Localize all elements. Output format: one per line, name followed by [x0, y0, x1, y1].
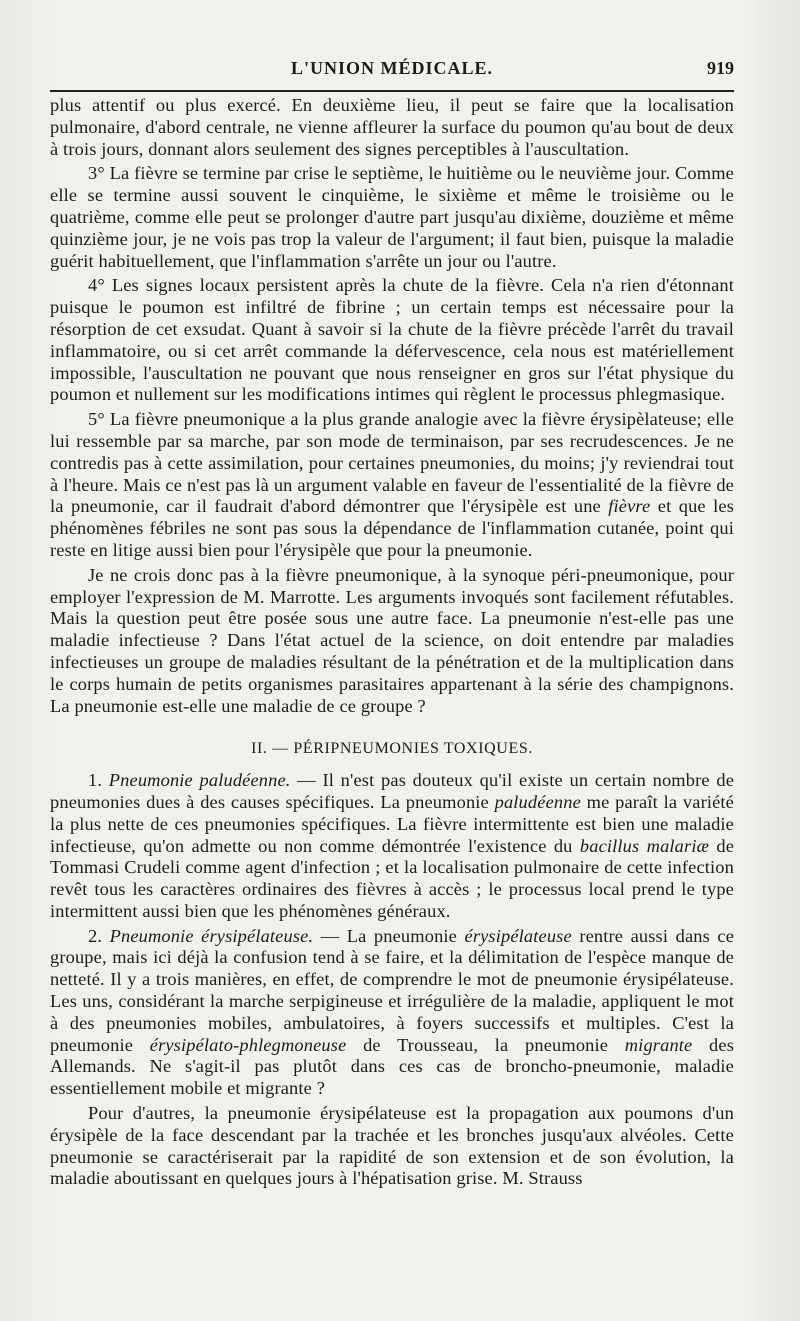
- item-title-erysipelateuse: Pneumonie érysipélateuse.: [109, 925, 314, 946]
- erysipelateuse-emphasis-2: érysipélato-phlegmoneuse: [149, 1034, 347, 1055]
- paragraph-point-4: 4° Les signes locaux persistent après la chute de la fièvre. Cela n'a rien d'étonnant puisque le poumon est infiltré de fibrine ; un certain temps est nécessaire pour la résorption de cet exsudat. Quant à savoir si la chute de la fièvre précède l'arrêt du travail inflammatoire, ou si cet arrêt commande la défervescence, cela nous est matériellement impossible, l'auscultation ne pouvant que nous renseigner en gros sur l'état physique du poumon et nullement sur les modifications intimes qui règlent le processus phlegmasique.: [50, 275, 734, 405]
- erysipelateuse-emphasis-1: érysipélateuse: [464, 925, 572, 946]
- paragraph-point-3: 3° La fièvre se termine par crise le septième, le huitième ou le neuvième jour. Comme elle se termine aussi souvent le cinquième, le sixième et même le troisième ou le quatrième, comme elle peut se prolonger d'autre part jusqu'au dixième, douzième et même quinzième jour, je ne vois pas trop la valeur de l'argument; il faut bien, puisque la maladie guérit habituellement, que l'inflammation s'arrête un jour ou l'autre.: [50, 163, 734, 271]
- paludeenne-text-b: me paraît la variété la plus nette de ces pneumonies spécifiques. La fièvre intermittente est bien une maladie infectieuse, qu'on admette ou non comme démontrée l'existence du: [50, 791, 734, 856]
- section-heading: II. — PÉRIPNEUMONIES TOXIQUES.: [251, 740, 533, 758]
- paragraph-point-5-text-a: 5° La fièvre pneumonique a la plus grande analogie avec la fièvre érysipèlateuse; elle lui ressemble par sa marche, par son mode de terminaison, par ses recrudescences. Je ne contredis pas à cette assimilation, pour certaines pneumonies, du moins; j'y reviendrai tout à l'heure. Mais ce n'est pas là un argument valable en faveur de l'essentialité de la fièvre de la pneumonie, car il faudrait d'abord démontrer que l'érysipèle est une: [50, 409, 734, 517]
- paragraph-paludeenne: [50, 770, 734, 923]
- item-number-1: 1.: [88, 770, 103, 791]
- erysipelateuse-emphasis-3: migrante: [624, 1034, 693, 1055]
- paludeenne-text-c: de Tommasi Crudeli comme agent d'infection ; et la localisation pulmonaire de cette infection revêt tous les caractères ordinaires des fièvres à accès ; le processus local prend le type intermittent aussi bien que les phénomènes généraux.: [50, 835, 735, 921]
- paragraph-point-5-text-b: et que les phénomènes fébriles ne sont pas sous la dépendance de l'inflammation cutanée, point qui reste en litige aussi bien pour l'érysipèle que pour la pneumonie.: [50, 496, 735, 560]
- erysipelateuse-text-a: — La pneumonie: [320, 925, 457, 946]
- erysipelateuse-text-b: rentre aussi dans ce groupe, mais ici déjà la confusion tend à se faire, et la délimitation de l'espèce manque de netteté. Il y a trois manières, en effet, de comprendre le mot de pneumonie érysipélateuse. Les uns, considérant la marche serpigineuse et irrégulière de la maladie, appliquent le mot à des pneumonies mobiles, ambulatoires, à foyers successifs et multiples. C'est la pneumonie: [50, 925, 735, 1055]
- header-rule: [50, 90, 734, 92]
- paludeenne-emphasis-1: paludéenne: [494, 791, 581, 812]
- item-title-paludeenne: Pneumonie paludéenne.: [108, 770, 291, 791]
- erysipelateuse-text-d: des Allemands. Ne s'agit-il pas plutôt dans ces cas de broncho-pneumonie, maladie essentiellement mobile et migrante ?: [50, 1034, 734, 1099]
- paludeenne-emphasis-2: bacillus malariæ: [579, 835, 710, 856]
- erysipelateuse-text-c: de Trousseau, la pneumonie: [363, 1034, 609, 1055]
- body-text: [50, 95, 734, 1193]
- running-title: L'UNION MÉDICALE.: [290, 58, 494, 78]
- page-number: 919: [707, 58, 734, 78]
- paragraph-point-5: [50, 409, 734, 562]
- paragraph-continuation: plus attentif ou plus exercé. En deuxième lieu, il peut se faire que la localisation pulmonaire, d'abord centrale, ne vienne affleurer la surface du poumon qu'au bout de deux à trois jours, donnant alors seulement des signes perceptibles à l'auscultation.: [50, 95, 734, 159]
- paragraph-conclusion: Je ne crois donc pas à la fièvre pneumonique, à la synoque péri-pneumonique, pour employer l'expression de M. Marrotte. Les arguments invoqués sont facilement réfutables. Mais la question peut être posée sous une autre face. La pneumonie n'est-elle pas une maladie infectieuse ? Dans l'état actuel de la science, on doit entendre par maladies infectieuses un groupe de maladies résultant de la pénétration et de la multiplication dans le corps humain de petits organismes parasitaires appartenant à la série des champignons. La pneumonie est-elle une maladie de ce groupe ?: [50, 564, 734, 716]
- paragraph-erysipelateuse: [50, 926, 734, 1100]
- paragraph-point-5-emphasis: fièvre: [608, 496, 651, 517]
- paragraph-propagation: Pour d'autres, la pneumonie érysipélateuse est la propagation aux poumons d'un érysipèle de la face descendant par la trachée et les bronches jusqu'aux alvéoles. Cette pneumonie se caractériserait par la rapidité de son extension et de son évolution, la maladie aboutissant en quelques jours à l'hépatisation grise. M. Strauss: [50, 1103, 734, 1189]
- item-number-2: 2.: [88, 925, 103, 946]
- page-header: [50, 58, 734, 82]
- paludeenne-text-a: — Il n'est pas douteux qu'il existe un certain nombre de pneumonies dues à des causes spécifiques. La pneumonie: [50, 770, 735, 812]
